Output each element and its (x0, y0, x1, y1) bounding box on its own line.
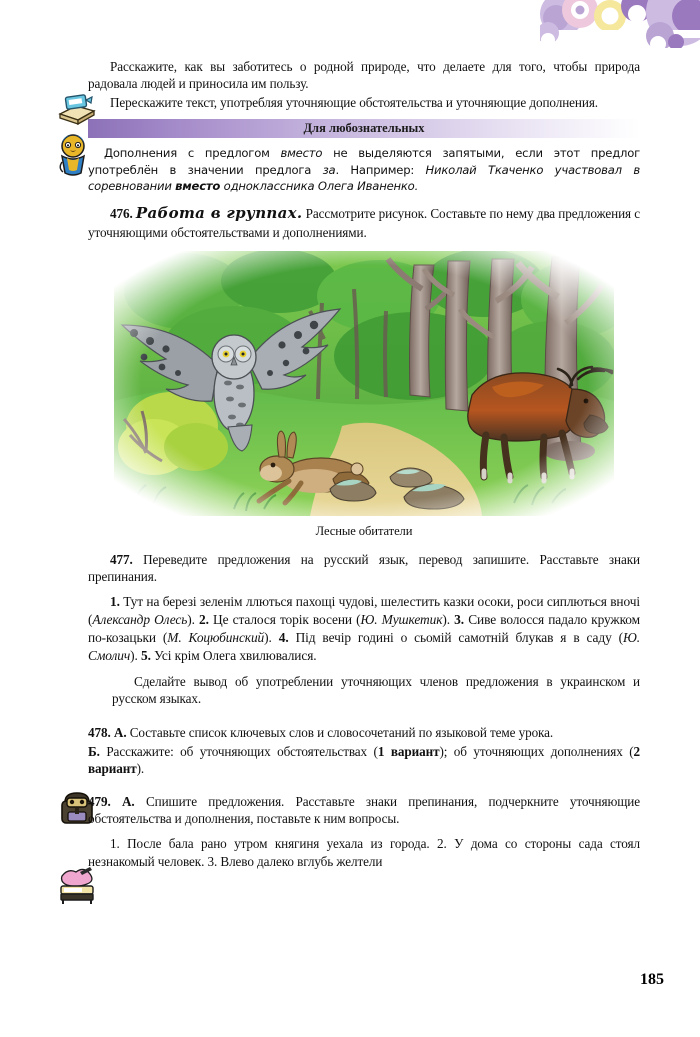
sentence-source-2: Ю. Мушкетик (360, 612, 443, 628)
exercise-476-number: 476. (110, 206, 133, 222)
sentence-num-2: 2. (199, 612, 209, 628)
sentence-text-2: Це сталося торік восени (213, 612, 352, 628)
sentence-text-5: Усі крім Олега хвилювалися. (154, 648, 317, 664)
curio-text-after: . Например: (335, 162, 426, 177)
curio-italic-vmesto: вместо (280, 146, 323, 161)
retell-task: Перескажите текст, употребляя уточняющие обстоятельства и уточняющие дополнения. (110, 95, 598, 111)
exercise-477-conclusion: Сделайте вывод об употреблении уточняющих членов предложения в украинском и русском языках. (112, 674, 640, 707)
figure-caption: Лесные обитатели (315, 523, 413, 538)
exercise-477-number: 477. (110, 552, 133, 568)
sentence-num-5: 5. (141, 648, 151, 664)
exercise-478-variant-2: 2 вариант (88, 743, 640, 776)
curio-text-before: Дополнения с предлогом (104, 146, 281, 161)
sentence-text-4: Під вечір годині о сьомій самотній блукав я в саду (295, 630, 612, 646)
exercise-477 (88, 551, 640, 585)
exercise-478-a-label: А. (113, 724, 127, 740)
curio-example-a: Николай Ткаченко участвовал в соревновании (88, 162, 640, 193)
exercise-477-sentences: 1. Тут на березі зеленім ллються пахощі чудові, шелестить казки осоки, роси сиплються вночі (Александр Олесь). 2. Це сталося торік восени (Ю. Мушкетик). 3. Сиве волосся падало кружком по-козацьки (М. Коцюбинский). 4. Під вечір годині о сьомій самотній блукав я в саду (Ю. Смолич). 5. Усі крім Олега хвилювалися. (88, 594, 641, 664)
curiosity-banner (88, 119, 640, 138)
exercise-478-part-a (88, 724, 640, 741)
sentence-text-1: Тут на березі зеленім ллються пахощі чудові, шелестить казки осоки, роси сиплються вночі (123, 594, 640, 610)
curio-example-bold: вместо (175, 178, 221, 193)
curio-text-mid: не выделяются запятыми, если этот предлог употреблён в значении предлога (88, 146, 640, 177)
exercise-478-variant-1: 1 вариант (377, 743, 440, 759)
exercise-478-a-text: Составьте список ключевых слов и словосочетаний по языковой теме урока. (129, 724, 554, 740)
exercise-479 (88, 793, 640, 827)
curio-italic-za: за (322, 162, 336, 177)
exercise-479-number: 479. (88, 794, 111, 810)
forest-scene-illustration (114, 251, 614, 516)
curio-example-b: одноклассника Олега Иваненко. (220, 178, 419, 193)
content-column (88, 58, 640, 872)
figure-476 (88, 251, 640, 539)
exercise-478-number: 478. (88, 724, 111, 740)
curiosity-paragraph (88, 145, 640, 194)
intro-paragraph: Расскажите, как вы заботитесь о родной природе, что делаете для того, чтобы природа радовала людей и приносила им пользу. (88, 59, 640, 92)
corner-decoration (540, 0, 700, 58)
exercise-478-b-after: ). (136, 760, 145, 776)
exercise-478-part-b (88, 743, 640, 777)
exercise-478-b-mid: ); об уточняющих дополнениях ( (439, 743, 634, 759)
exercise-478-b-label: Б. (88, 743, 100, 759)
sentence-source-3: М. Коцюбинский (167, 630, 265, 646)
sentence-num-3: 3. (454, 612, 465, 628)
sentence-text-3: Сиве волосся падало кружком по-козацьки (88, 612, 641, 646)
writing-desk-icon (56, 866, 98, 908)
exercise-476-script-title: Работа в группах. (135, 204, 303, 223)
exercise-479-a-label: А. (122, 794, 135, 810)
sentence-source-4: Ю. Смолич (88, 630, 641, 664)
corner-circles-icon (540, 0, 700, 58)
exercise-479-sentences: 1. После бала рано утром княгиня уехала из города. 2. У дома со стороны сада стоял незнакомый человек. 3. Влево далеко вглубь желтели (88, 836, 640, 869)
exercise-476-instruction: Рассмотрите рисунок. Составьте по нему два предложения с уточняющими обстоятельствами и дополнениями. (88, 206, 640, 240)
sentence-num-1: 1. (110, 594, 120, 610)
exercise-478-b-before: Расскажите: об уточняющих обстоятельствах ( (106, 743, 378, 759)
exercise-479-instruction: Спишите предложения. Расставьте знаки препинания, подчеркните уточняющие обстоятельства и дополнения, поставьте к ним вопросы. (88, 794, 640, 827)
exercise-476 (88, 204, 640, 241)
sentence-num-4: 4. (278, 630, 289, 646)
curiosity-banner-label: Для любознательных (303, 121, 425, 136)
page-number: 185 (640, 971, 664, 988)
exercise-477-instruction: Переведите предложения на русский язык, перевод запишите. Расставьте знаки препинания. (88, 552, 640, 585)
sentence-source-1: Александр Олесь (92, 612, 188, 628)
